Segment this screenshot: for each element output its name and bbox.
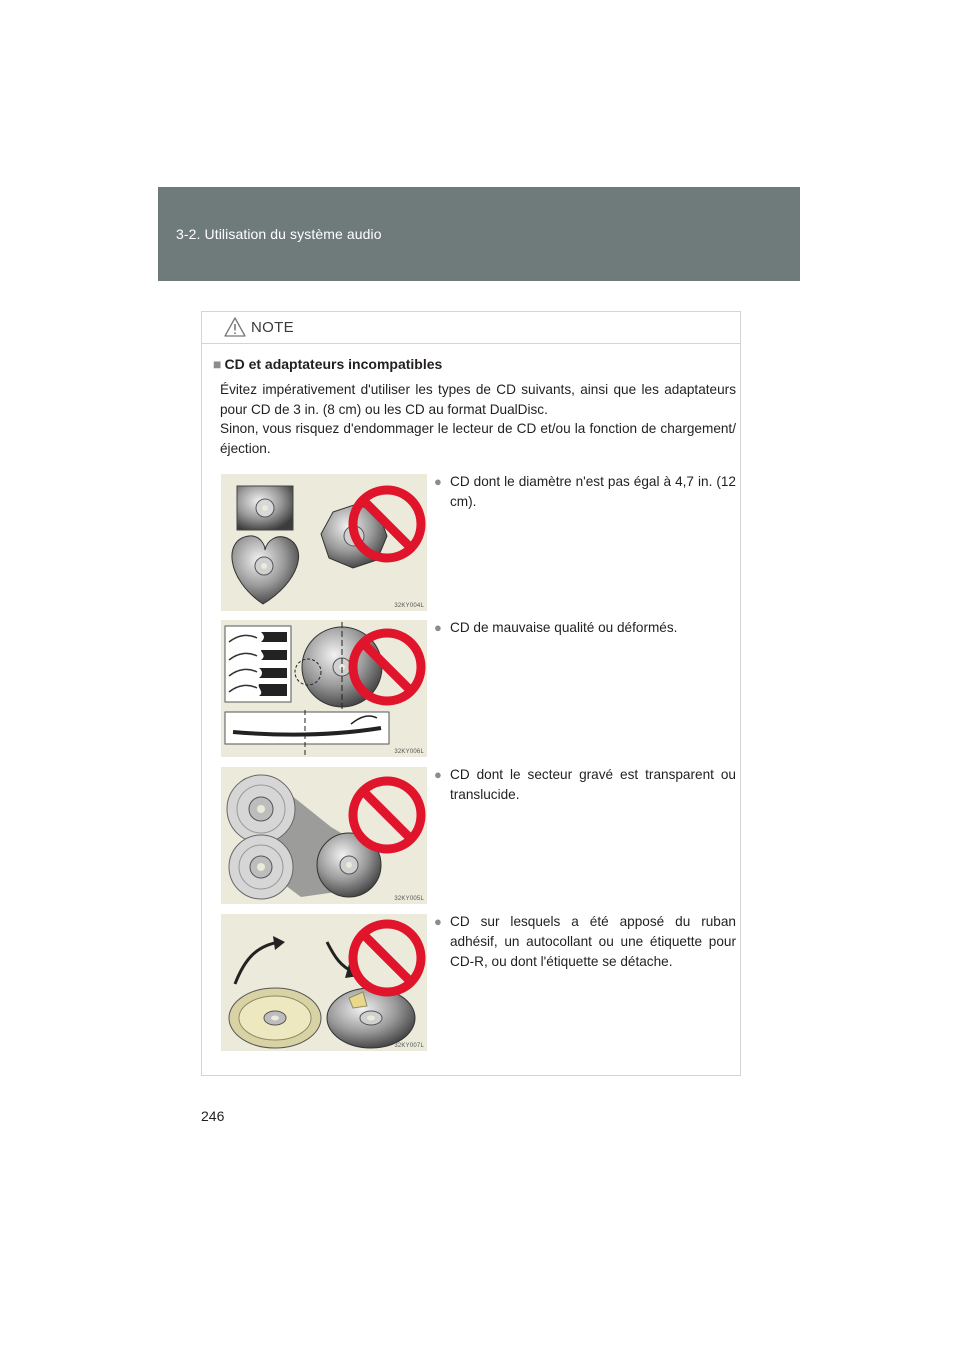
square-bullet-icon: ■ xyxy=(213,356,222,372)
list-item-text: CD de mauvaise qualité ou déformés. xyxy=(450,620,678,635)
labeled-cd-figure xyxy=(221,914,427,1051)
page-number: 246 xyxy=(201,1108,225,1124)
list-item-text: CD sur lesquels a été apposé du ruban adhésif, un autocollant ou une étiquette pour CD-R, ou dont l'étiquette se détache. xyxy=(450,914,736,969)
list-item-text: CD dont le diamètre n'est pas égal à 4,7 in. (12 cm). xyxy=(450,474,736,509)
bullet-dot-icon: ● xyxy=(434,474,442,489)
figure-code: 32KY005L xyxy=(394,896,424,902)
figure-code: 32KY004L xyxy=(394,603,424,609)
bullet-dot-icon: ● xyxy=(434,914,442,929)
note-intro xyxy=(220,380,736,458)
note-label: NOTE xyxy=(251,319,294,336)
section-header-band xyxy=(158,187,800,281)
note-heading-text: CD et adaptateurs incompatibles xyxy=(224,356,443,372)
intro-paragraph-1: Évitez impérativement d'utiliser les types de CD suivants, ainsi que les adaptateurs pour CD de 3 in. (8 cm) ou les CD au format DualDisc. xyxy=(220,382,736,417)
intro-paragraph-2: Sinon, vous risquez d'endommager le lecteur de CD et/ou la fonction de chargement/éjection. xyxy=(220,421,736,456)
figure-code: 32KY007L xyxy=(394,1043,424,1049)
section-title: 3-2. Utilisation du système audio xyxy=(176,226,382,242)
transparent-cd-figure xyxy=(221,767,427,904)
warped-cd-figure xyxy=(221,620,427,757)
list-item xyxy=(434,912,736,972)
list-item-text: CD dont le secteur gravé est transparent ou translucide. xyxy=(450,767,736,802)
bullet-dot-icon: ● xyxy=(434,620,442,635)
bullet-dot-icon: ● xyxy=(434,767,442,782)
odd-shaped-cd-figure xyxy=(221,474,427,611)
list-item xyxy=(434,472,736,512)
warning-icon xyxy=(224,317,246,337)
note-header xyxy=(202,312,740,344)
note-box xyxy=(201,311,741,1076)
list-item xyxy=(434,765,736,805)
figure-code: 32KY006L xyxy=(394,749,424,755)
note-heading xyxy=(213,356,442,372)
list-item xyxy=(434,618,736,638)
